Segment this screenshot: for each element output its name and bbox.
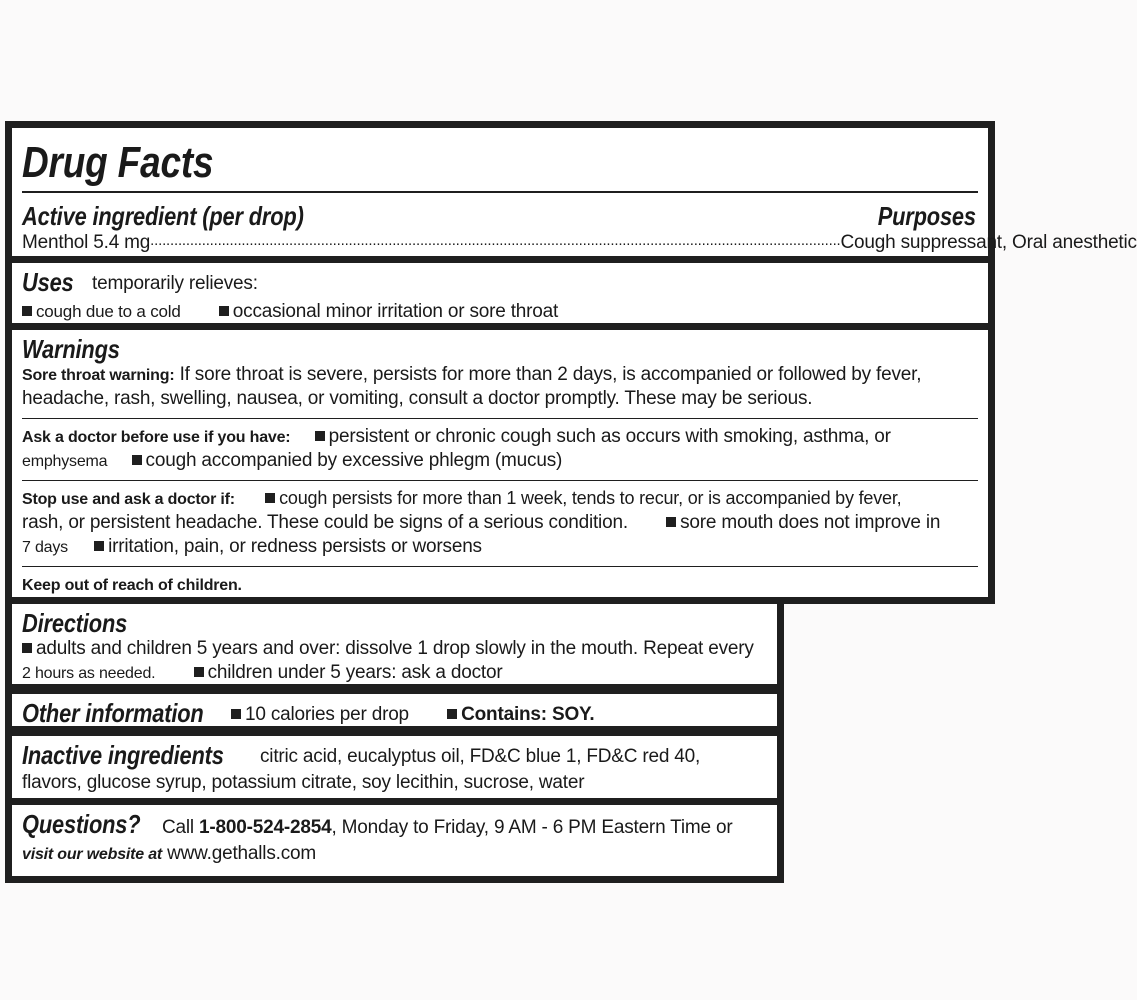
inactive-ingredients-line-2: flavors, glucose syrup, potassium citrate, soy lecithin, sucrose, water bbox=[22, 772, 585, 793]
uses-intro: temporarily relieves: bbox=[92, 273, 258, 294]
stop-item-2b: 7 days bbox=[22, 539, 68, 556]
questions-phone[interactable]: 1-800-524-2854 bbox=[199, 817, 332, 838]
bullet bbox=[194, 667, 204, 677]
bullet bbox=[315, 431, 325, 441]
directions-item-1a: adults and children 5 years and over: dissolve 1 drop slowly in the mouth. Repeat every bbox=[36, 638, 754, 659]
uses-item-1: cough due to a cold bbox=[36, 302, 181, 321]
questions-website[interactable]: www.gethalls.com bbox=[167, 843, 316, 864]
stop-item-2a: sore mouth does not improve in bbox=[680, 512, 941, 533]
active-ingredient: Menthol 5.4 mg bbox=[22, 232, 151, 253]
warnings-heading: Warnings bbox=[22, 334, 120, 364]
purposes-heading: Purposes bbox=[877, 201, 976, 231]
ask-item-1a: persistent or chronic cough such as occurs with smoking, asthma, or bbox=[328, 426, 891, 447]
active-ingredient-heading: Active ingredient (per drop) bbox=[22, 201, 304, 231]
warnings-divider bbox=[22, 418, 978, 419]
warnings-divider bbox=[22, 480, 978, 481]
stop-item-1b: rash, or persistent headache. These could be signs of a serious condition. bbox=[22, 512, 628, 533]
other-item-2: Contains: SOY. bbox=[461, 704, 595, 725]
leader-dots: .............................................................................................................................................................................. bbox=[150, 232, 841, 249]
sore-throat-text-1: If sore throat is severe, persists for more than 2 days, is accompanied or followed by fever, bbox=[179, 364, 922, 385]
other-information-heading: Other information bbox=[22, 698, 204, 728]
directions-item-2: children under 5 years: ask a doctor bbox=[207, 662, 503, 683]
other-item-1: 10 calories per drop bbox=[245, 704, 409, 725]
drug-facts-title: Drug Facts bbox=[22, 138, 214, 187]
questions-hours: , Monday to Friday, 9 AM - 6 PM Eastern Time or bbox=[331, 817, 733, 838]
uses-item-2: occasional minor irritation or sore throat bbox=[232, 301, 559, 322]
bullet bbox=[666, 517, 676, 527]
questions-visit: visit our website at bbox=[22, 846, 163, 863]
inactive-ingredients-heading: Inactive ingredients bbox=[22, 740, 224, 770]
ask-item-2: cough accompanied by excessive phlegm (mucus) bbox=[145, 450, 563, 471]
title-divider bbox=[22, 191, 978, 193]
warnings-panel bbox=[5, 323, 995, 604]
inactive-ingredients-panel bbox=[5, 729, 784, 805]
bullet bbox=[94, 541, 104, 551]
stop-item-1a: cough persists for more than 1 week, tends to recur, or is accompanied by fever, bbox=[279, 488, 902, 508]
questions-panel bbox=[5, 798, 784, 883]
drug-facts-label bbox=[5, 121, 1137, 883]
keep-out-of-reach: Keep out of reach of children. bbox=[22, 577, 242, 594]
directions-panel bbox=[5, 597, 784, 691]
inactive-ingredients-line-1: citric acid, eucalyptus oil, FD&C blue 1, FD&C red 40, bbox=[260, 746, 701, 767]
active-ingredient-panel bbox=[5, 121, 1137, 263]
bullet bbox=[231, 709, 241, 719]
questions-call: Call bbox=[162, 817, 194, 838]
bullet bbox=[447, 709, 457, 719]
questions-heading: Questions? bbox=[22, 809, 141, 839]
uses-panel bbox=[5, 256, 995, 330]
directions-heading: Directions bbox=[22, 608, 128, 638]
ask-item-1b: emphysema bbox=[22, 453, 108, 470]
stop-item-3: irritation, pain, or redness persists or worsens bbox=[108, 536, 482, 557]
uses-heading: Uses bbox=[22, 267, 74, 297]
other-information-panel bbox=[5, 687, 784, 733]
bullet bbox=[132, 455, 142, 465]
warnings-divider bbox=[22, 566, 978, 567]
bullet bbox=[22, 643, 32, 653]
bullet bbox=[219, 306, 229, 316]
stop-use-label: Stop use and ask a doctor if: bbox=[22, 491, 235, 508]
bullet bbox=[265, 493, 275, 503]
sore-throat-label: Sore throat warning: bbox=[22, 367, 175, 384]
active-purpose: Cough suppressant, Oral anesthetic bbox=[840, 232, 1137, 253]
sore-throat-text-2: headache, rash, swelling, nausea, or vomiting, consult a doctor promptly. These may be serious. bbox=[22, 388, 813, 409]
ask-doctor-label: Ask a doctor before use if you have: bbox=[22, 429, 291, 446]
bullet bbox=[22, 306, 32, 316]
directions-item-1b: 2 hours as needed. bbox=[22, 665, 156, 682]
